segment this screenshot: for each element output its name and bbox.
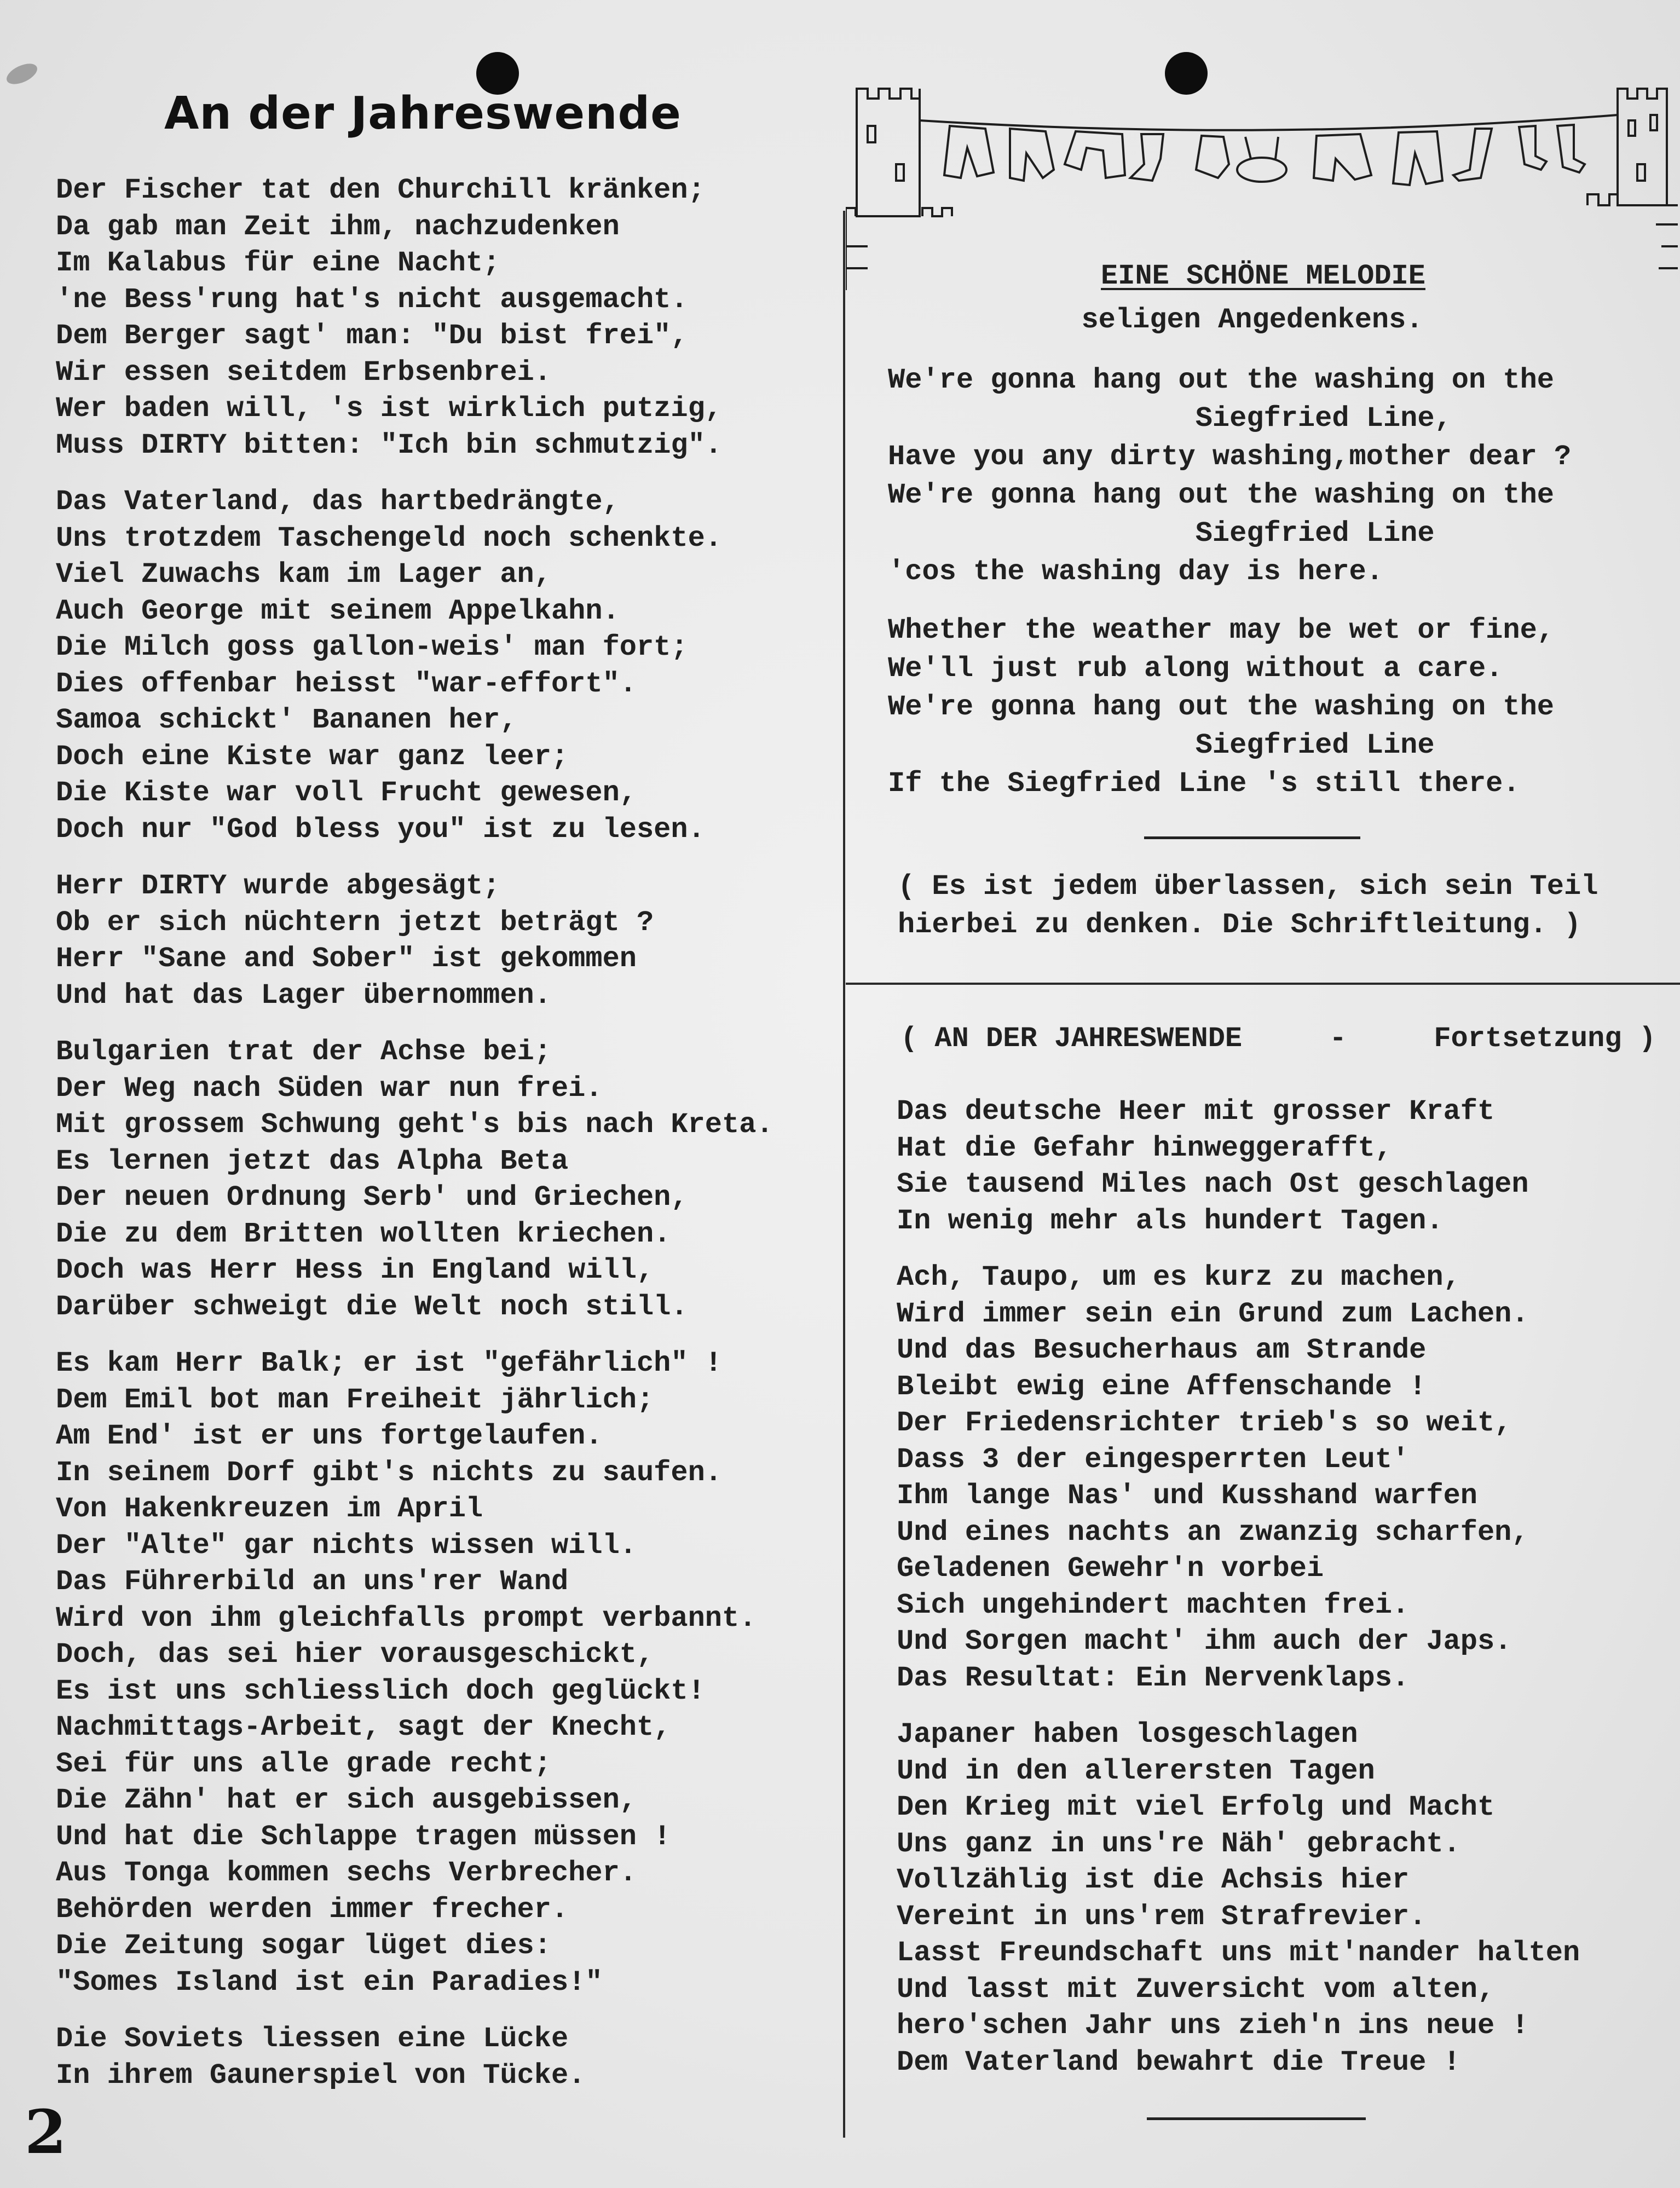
poem-line: Vereint in uns'rem Strafrevier. bbox=[897, 1900, 1427, 1933]
page-number: 2 bbox=[25, 2097, 67, 2167]
poem-line: Ach, Taupo, um es kurz zu machen, bbox=[897, 1261, 1460, 1294]
poem-line: Dem Berger sagt' man: "Du bist frei", bbox=[56, 320, 688, 352]
stanza bbox=[897, 1717, 1580, 2081]
poem-line: Sei für uns alle grade recht; bbox=[56, 1747, 551, 1780]
poem-line: Da gab man Zeit ihm, nachzudenken bbox=[56, 210, 620, 243]
poem-line: Und das Besucherhaus am Strande bbox=[897, 1334, 1427, 1366]
poem-line: Und lasst mit Zuversicht vom alten, bbox=[897, 1973, 1495, 2006]
poem-line: Geladenen Gewehr'n vorbei bbox=[897, 1552, 1324, 1585]
poem-line: Wir essen seitdem Erbsenbrei. bbox=[56, 356, 551, 389]
stanza bbox=[888, 361, 1680, 591]
poem-line: Das Vaterland, das hartbedrängte, bbox=[56, 486, 620, 518]
poem-line: Der Weg nach Süden war nun frei. bbox=[56, 1072, 603, 1105]
poem-line: Die zu dem Britten wollten kriechen. bbox=[56, 1217, 671, 1250]
left-poem bbox=[56, 172, 773, 2114]
stanza bbox=[56, 1346, 773, 2001]
melody-heading: EINE SCHÖNE MELODIE bbox=[1101, 260, 1425, 292]
poem-line: If the Siegfried Line 's still there. bbox=[888, 767, 1520, 800]
poem-line: Es kam Herr Balk; er ist "gefährlich" ! bbox=[56, 1347, 722, 1379]
poem-line: Aus Tonga kommen sechs Verbrecher. bbox=[56, 1857, 637, 1889]
stanza bbox=[897, 1094, 1580, 1239]
poem-line: Die Zeitung sogar lüget dies: bbox=[56, 1930, 551, 1962]
stanza bbox=[897, 1260, 1580, 1696]
poem-line: Vollzählig ist die Achsis hier bbox=[897, 1864, 1410, 1896]
poem-line: 'cos the washing day is here. bbox=[888, 556, 1383, 588]
stanza bbox=[56, 172, 773, 464]
stanza bbox=[56, 2021, 773, 2094]
section-divider bbox=[846, 983, 1680, 985]
poem-line: Im Kalabus für eine Nacht; bbox=[56, 247, 500, 279]
poem-line: Es ist uns schliesslich doch geglückt! bbox=[56, 1675, 705, 1707]
poem-line: Darüber schweigt die Welt noch still. bbox=[56, 1290, 688, 1323]
poem-line: Dies offenbar heisst "war-effort". bbox=[56, 667, 637, 700]
poem-line: Wird von ihm gleichfalls prompt verbannt. bbox=[56, 1602, 757, 1635]
stanza bbox=[888, 611, 1680, 803]
poem-line: Herr DIRTY wurde abgesägt; bbox=[56, 870, 500, 902]
poem-line: Whether the weather may be wet or fine, bbox=[888, 614, 1554, 646]
poem-line: Das deutsche Heer mit grosser Kraft bbox=[897, 1095, 1495, 1128]
poem-line: Herr "Sane and Sober" ist gekommen bbox=[56, 943, 637, 975]
poem-line: Der Friedensrichter trieb's so weit, bbox=[897, 1407, 1512, 1439]
poem-line: Und hat die Schlappe tragen müssen ! bbox=[56, 1820, 671, 1853]
poem-line: Und in den allerersten Tagen bbox=[897, 1754, 1375, 1787]
poem-line: Viel Zuwachs kam im Lager an, bbox=[56, 558, 551, 591]
poem-line: Am End' ist er uns fortgelaufen. bbox=[56, 1420, 603, 1452]
poem-line: We'll just rub along without a care. bbox=[888, 653, 1503, 685]
poem-line: Der "Alte" gar nichts wissen will. bbox=[56, 1529, 637, 1562]
poem-line: Der Fischer tat den Churchill kränken; bbox=[56, 174, 705, 206]
poem-line: In wenig mehr als hundert Tagen. bbox=[897, 1204, 1444, 1237]
poem-line: Sie tausend Miles nach Ost geschlagen bbox=[897, 1168, 1529, 1200]
poem-line: Doch eine Kiste war ganz leer; bbox=[56, 740, 569, 773]
dash-rule-end bbox=[1147, 2117, 1366, 2120]
poem-line: Samoa schickt' Bananen her, bbox=[56, 704, 517, 736]
poem-line: We're gonna hang out the washing on the bbox=[888, 691, 1554, 723]
poem-line: Behörden werden immer frecher. bbox=[56, 1893, 569, 1926]
poem-line: Und Sorgen macht' ihm auch der Japs. bbox=[897, 1625, 1512, 1658]
poem-line: Bulgarien trat der Achse bei; bbox=[56, 1036, 551, 1068]
continuation-title: ( AN DER JAHRESWENDE bbox=[900, 1023, 1243, 1055]
poem-line: Lasst Freundschaft uns mit'nander halten bbox=[897, 1937, 1580, 1969]
poem-line: In seinem Dorf gibt's nichts zu saufen. bbox=[56, 1456, 722, 1489]
melody-subheading: seligen Angedenkens. bbox=[1081, 304, 1423, 336]
poem-line: 'ne Bess'rung hat's nicht ausgemacht. bbox=[56, 283, 688, 316]
poem-line: Siegfried Line bbox=[888, 729, 1435, 761]
stanza bbox=[56, 1034, 773, 1325]
poem-line: Mit grossem Schwung geht's bis nach Kreta. bbox=[56, 1109, 773, 1141]
poem-line: Auch George mit seinem Appelkahn. bbox=[56, 594, 620, 627]
poem-line: Japaner haben losgeschlagen bbox=[897, 1718, 1358, 1751]
poem-line: Doch nur "God bless you" ist zu lesen. bbox=[56, 813, 705, 846]
poem-line: "Somes Island ist ein Paradies!" bbox=[56, 1966, 603, 1999]
continuation-poem bbox=[897, 1094, 1580, 2101]
poem-line: Siegfried Line bbox=[888, 517, 1435, 550]
poem-line: Von Hakenkreuzen im April bbox=[56, 1493, 483, 1525]
continuation-label: Fortsetzung ) bbox=[1434, 1023, 1656, 1055]
note-line: hierbei zu denken. Die Schriftleitung. ) bbox=[898, 909, 1581, 941]
poem-line: Und eines nachts an zwanzig scharfen, bbox=[897, 1516, 1529, 1549]
poem-line: Die Kiste war voll Frucht gewesen, bbox=[56, 777, 637, 809]
poem-line: Dem Vaterland bewahrt die Treue ! bbox=[897, 2046, 1460, 2079]
stanza bbox=[56, 868, 773, 1014]
poem-line: Bleibt ewig eine Affenschande ! bbox=[897, 1370, 1427, 1403]
poem-line: We're gonna hang out the washing on the bbox=[888, 479, 1554, 511]
poem-line: Have you any dirty washing,mother dear ? bbox=[888, 441, 1572, 473]
poem-line: Das Resultat: Ein Nervenklaps. bbox=[897, 1661, 1410, 1694]
poem-line: Dass 3 der eingesperrten Leut' bbox=[897, 1443, 1410, 1476]
melody-section bbox=[846, 257, 1680, 823]
poem-line: hero'schen Jahr uns zieh'n ins neue ! bbox=[897, 2010, 1529, 2042]
poem-line: Uns trotzdem Taschengeld noch schenkte. bbox=[56, 522, 722, 555]
poem-line: Es lernen jetzt das Alpha Beta bbox=[56, 1145, 569, 1177]
continuation-header bbox=[900, 1021, 1656, 1058]
poem-line: Die Milch goss gallon-weis' man fort; bbox=[56, 631, 688, 663]
stanza bbox=[56, 484, 773, 848]
column-divider bbox=[843, 211, 845, 2138]
melody-lyrics bbox=[888, 361, 1680, 803]
poem-line: Der neuen Ordnung Serb' und Griechen, bbox=[56, 1181, 688, 1214]
poem-line: Dem Emil bot man Freiheit jährlich; bbox=[56, 1383, 654, 1416]
ink-smudge bbox=[3, 60, 40, 89]
poem-line: Doch, das sei hier vorausgeschickt, bbox=[56, 1638, 654, 1671]
poem-line: Die Soviets liessen eine Lücke bbox=[56, 2023, 569, 2055]
page-title: An der Jahreswende bbox=[164, 88, 682, 140]
note-line: ( Es ist jedem überlassen, sich sein Teil bbox=[898, 870, 1598, 903]
poem-line: Hat die Gefahr hinweggerafft, bbox=[897, 1131, 1392, 1164]
poem-line: Sich ungehindert machten frei. bbox=[897, 1589, 1410, 1621]
poem-line: Siegfried Line, bbox=[888, 402, 1452, 435]
poem-line: Wird immer sein ein Grund zum Lachen. bbox=[897, 1297, 1529, 1330]
poem-line: Und hat das Lager übernommen. bbox=[56, 979, 551, 1012]
poem-line: In ihrem Gaunerspiel von Tücke. bbox=[56, 2059, 586, 2092]
poem-line: Wer baden will, 's ist wirklich putzig, bbox=[56, 392, 722, 425]
poem-line: Uns ganz in uns're Näh' gebracht. bbox=[897, 1827, 1460, 1860]
poem-line: Ihm lange Nas' und Kusshand warfen bbox=[897, 1480, 1477, 1512]
poem-line: Die Zähn' hat er sich ausgebissen, bbox=[56, 1784, 637, 1816]
poem-line: We're gonna hang out the washing on the bbox=[888, 364, 1554, 396]
poem-line: Den Krieg mit viel Erfolg und Macht bbox=[897, 1791, 1495, 1823]
poem-line: Ob er sich nüchtern jetzt beträgt ? bbox=[56, 906, 654, 939]
poem-line: Nachmittags-Arbeit, sagt der Knecht, bbox=[56, 1711, 671, 1744]
poem-line: Doch was Herr Hess in England will, bbox=[56, 1254, 654, 1286]
editor-note bbox=[898, 868, 1598, 944]
dash-rule bbox=[1144, 836, 1360, 839]
poem-line: Das Führerbild an uns'rer Wand bbox=[56, 1566, 569, 1598]
continuation-dash: - bbox=[1329, 1023, 1347, 1055]
poem-line: Muss DIRTY bitten: "Ich bin schmutzig". bbox=[56, 429, 722, 461]
